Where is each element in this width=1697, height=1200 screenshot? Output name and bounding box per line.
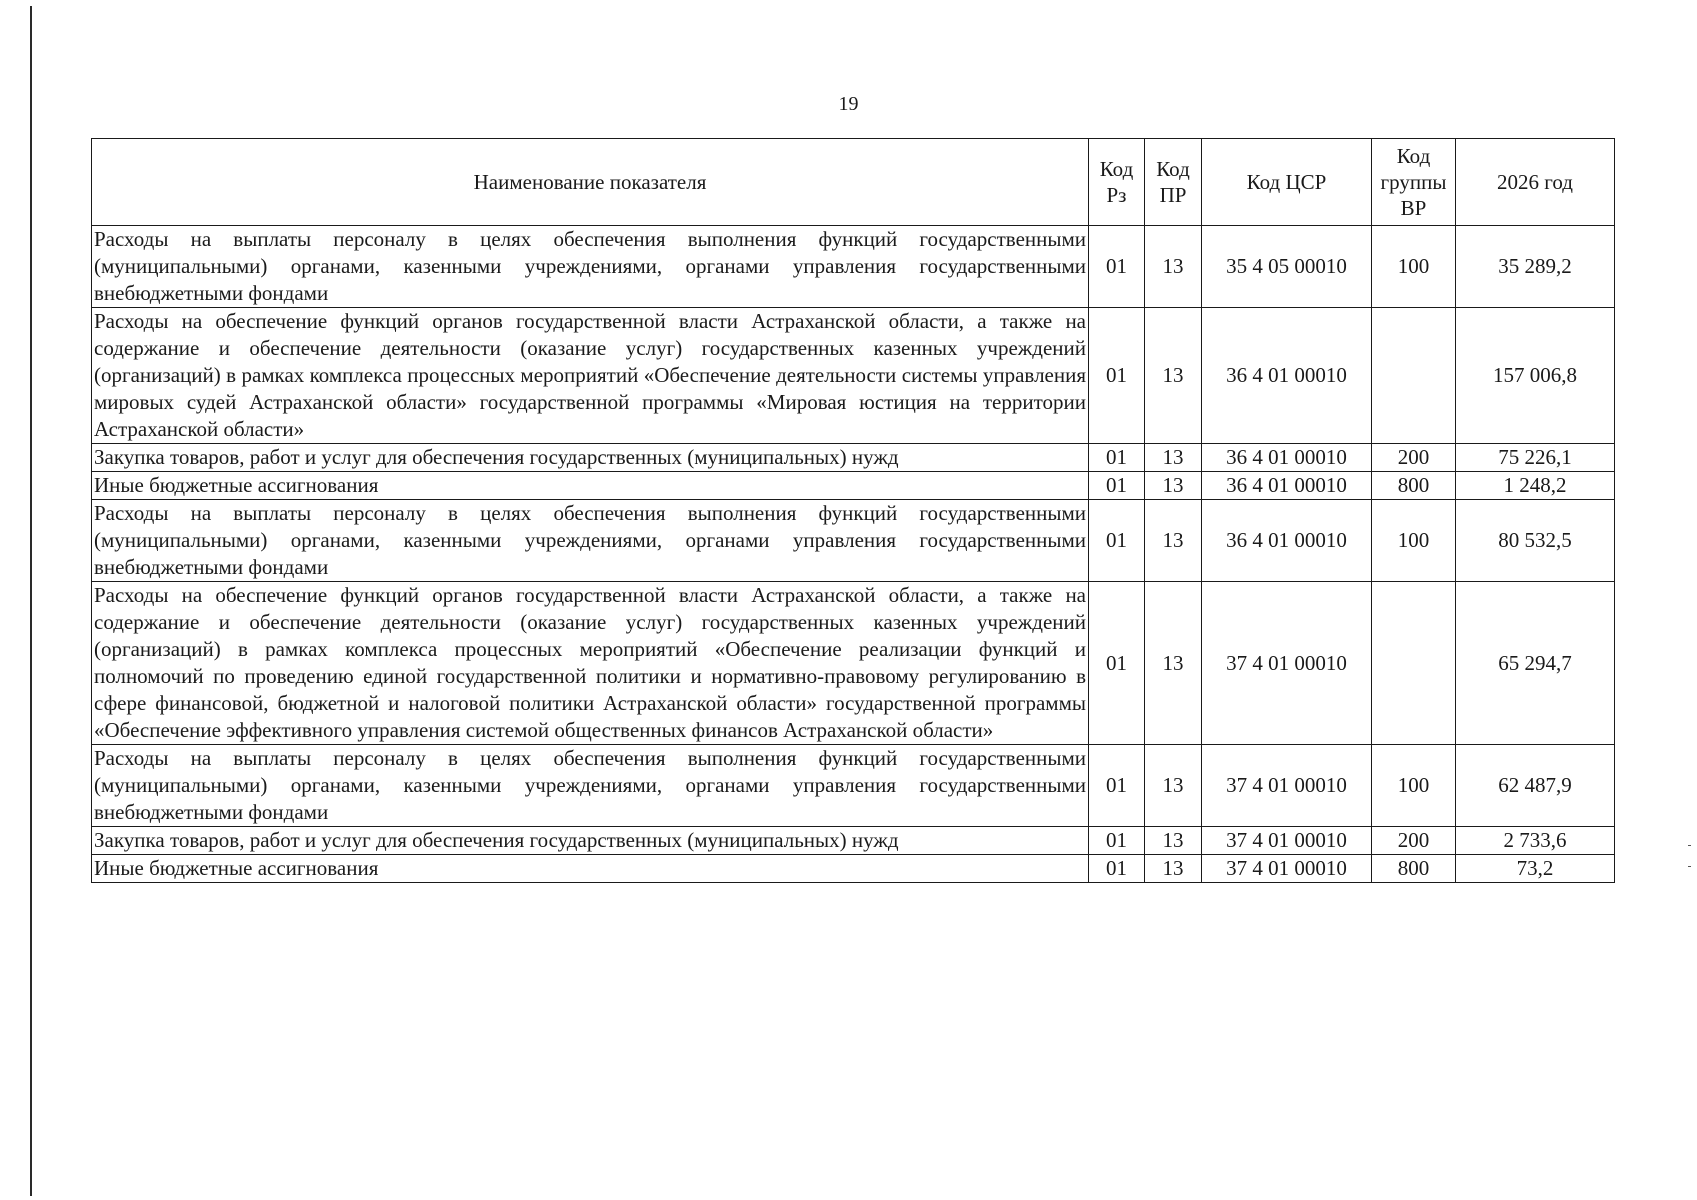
row-rz: 01 (1089, 745, 1145, 827)
row-rz: 01 (1089, 226, 1145, 308)
row-csr: 36 4 01 00010 (1202, 472, 1372, 500)
table-row (92, 582, 1615, 745)
row-vr: 100 (1372, 745, 1456, 827)
row-vr (1372, 308, 1456, 444)
header-rz: Код Рз (1089, 139, 1145, 226)
row-vr: 100 (1372, 500, 1456, 582)
row-rz: 01 (1089, 500, 1145, 582)
row-amount: 157 006,8 (1456, 308, 1615, 444)
row-pr: 13 (1145, 444, 1202, 472)
row-pr: 13 (1145, 226, 1202, 308)
row-rz: 01 (1089, 308, 1145, 444)
row-pr: 13 (1145, 472, 1202, 500)
row-vr (1372, 582, 1456, 745)
header-name: Наименование показателя (92, 139, 1089, 226)
row-amount: 62 487,9 (1456, 745, 1615, 827)
row-csr: 37 4 01 00010 (1202, 745, 1372, 827)
row-amount: 80 532,5 (1456, 500, 1615, 582)
page-number-text: 19 (838, 93, 859, 115)
row-pr: 13 (1145, 745, 1202, 827)
row-rz: 01 (1089, 827, 1145, 855)
header-vr: Код группы ВР (1372, 139, 1456, 226)
header-row (92, 139, 1615, 226)
row-name: Расходы на обеспечение функций органов государственной власти Астраханской области, а также на содержание и обеспечение деятельности (оказание услуг) государственных казенных учреждений (организаций) в рамках комплекса процессных мероприятий «Обеспечение деятельности системы управления мировых судей Астраханской области» государственной программы «Мировая юстиция на территории Астраханской области» (92, 308, 1089, 444)
edge-mark (1688, 866, 1691, 867)
row-name: Расходы на выплаты персоналу в целях обеспечения выполнения функций государственными (муниципальными) органами, казенными учреждениями, органами управления государственными внебюджетными фондами (92, 226, 1089, 308)
table-row (92, 308, 1615, 444)
row-name: Расходы на выплаты персоналу в целях обеспечения выполнения функций государственными (муниципальными) органами, казенными учреждениями, органами управления государственными внебюджетными фондами (92, 745, 1089, 827)
row-rz: 01 (1089, 855, 1145, 883)
row-csr: 36 4 01 00010 (1202, 444, 1372, 472)
row-rz: 01 (1089, 472, 1145, 500)
row-vr: 800 (1372, 855, 1456, 883)
row-csr: 37 4 01 00010 (1202, 855, 1372, 883)
row-name: Иные бюджетные ассигнования (92, 855, 1089, 883)
row-csr: 35 4 05 00010 (1202, 226, 1372, 308)
edge-mark (1688, 845, 1691, 846)
table-row (92, 827, 1615, 855)
row-amount: 2 733,6 (1456, 827, 1615, 855)
table-row (92, 500, 1615, 582)
table-row (92, 444, 1615, 472)
row-name: Расходы на выплаты персоналу в целях обеспечения выполнения функций государственными (муниципальными) органами, казенными учреждениями, органами управления государственными внебюджетными фондами (92, 500, 1089, 582)
page-number (0, 92, 1697, 116)
row-vr: 100 (1372, 226, 1456, 308)
row-rz: 01 (1089, 444, 1145, 472)
table-row (92, 745, 1615, 827)
row-amount: 75 226,1 (1456, 444, 1615, 472)
header-csr: Код ЦСР (1202, 139, 1372, 226)
row-pr: 13 (1145, 855, 1202, 883)
row-vr: 800 (1372, 472, 1456, 500)
row-name: Иные бюджетные ассигнования (92, 472, 1089, 500)
row-csr: 37 4 01 00010 (1202, 582, 1372, 745)
row-rz: 01 (1089, 582, 1145, 745)
row-vr: 200 (1372, 444, 1456, 472)
table-row (92, 472, 1615, 500)
row-name: Закупка товаров, работ и услуг для обеспечения государственных (муниципальных) нужд (92, 827, 1089, 855)
row-vr: 200 (1372, 827, 1456, 855)
table-row (92, 226, 1615, 308)
row-amount: 65 294,7 (1456, 582, 1615, 745)
row-amount: 73,2 (1456, 855, 1615, 883)
binding-line (30, 6, 32, 1196)
row-csr: 36 4 01 00010 (1202, 500, 1372, 582)
row-csr: 36 4 01 00010 (1202, 308, 1372, 444)
header-year: 2026 год (1456, 139, 1615, 226)
row-pr: 13 (1145, 308, 1202, 444)
table-row (92, 855, 1615, 883)
row-pr: 13 (1145, 582, 1202, 745)
row-pr: 13 (1145, 500, 1202, 582)
row-amount: 35 289,2 (1456, 226, 1615, 308)
budget-table (91, 138, 1615, 883)
header-pr: Код ПР (1145, 139, 1202, 226)
row-name: Расходы на обеспечение функций органов государственной власти Астраханской области, а также на содержание и обеспечение деятельности (оказание услуг) государственных казенных учреждений (организаций) в рамках комплекса процессных мероприятий «Обеспечение реализации функций и полномочий по проведению единой государственной политики и нормативно-правовому регулированию в сфере финансовой, бюджетной и налоговой политики Астраханской области» государственной программы «Обеспечение эффективного управления системой общественных финансов Астраханской области» (92, 582, 1089, 745)
row-csr: 37 4 01 00010 (1202, 827, 1372, 855)
row-pr: 13 (1145, 827, 1202, 855)
row-name: Закупка товаров, работ и услуг для обеспечения государственных (муниципальных) нужд (92, 444, 1089, 472)
row-amount: 1 248,2 (1456, 472, 1615, 500)
